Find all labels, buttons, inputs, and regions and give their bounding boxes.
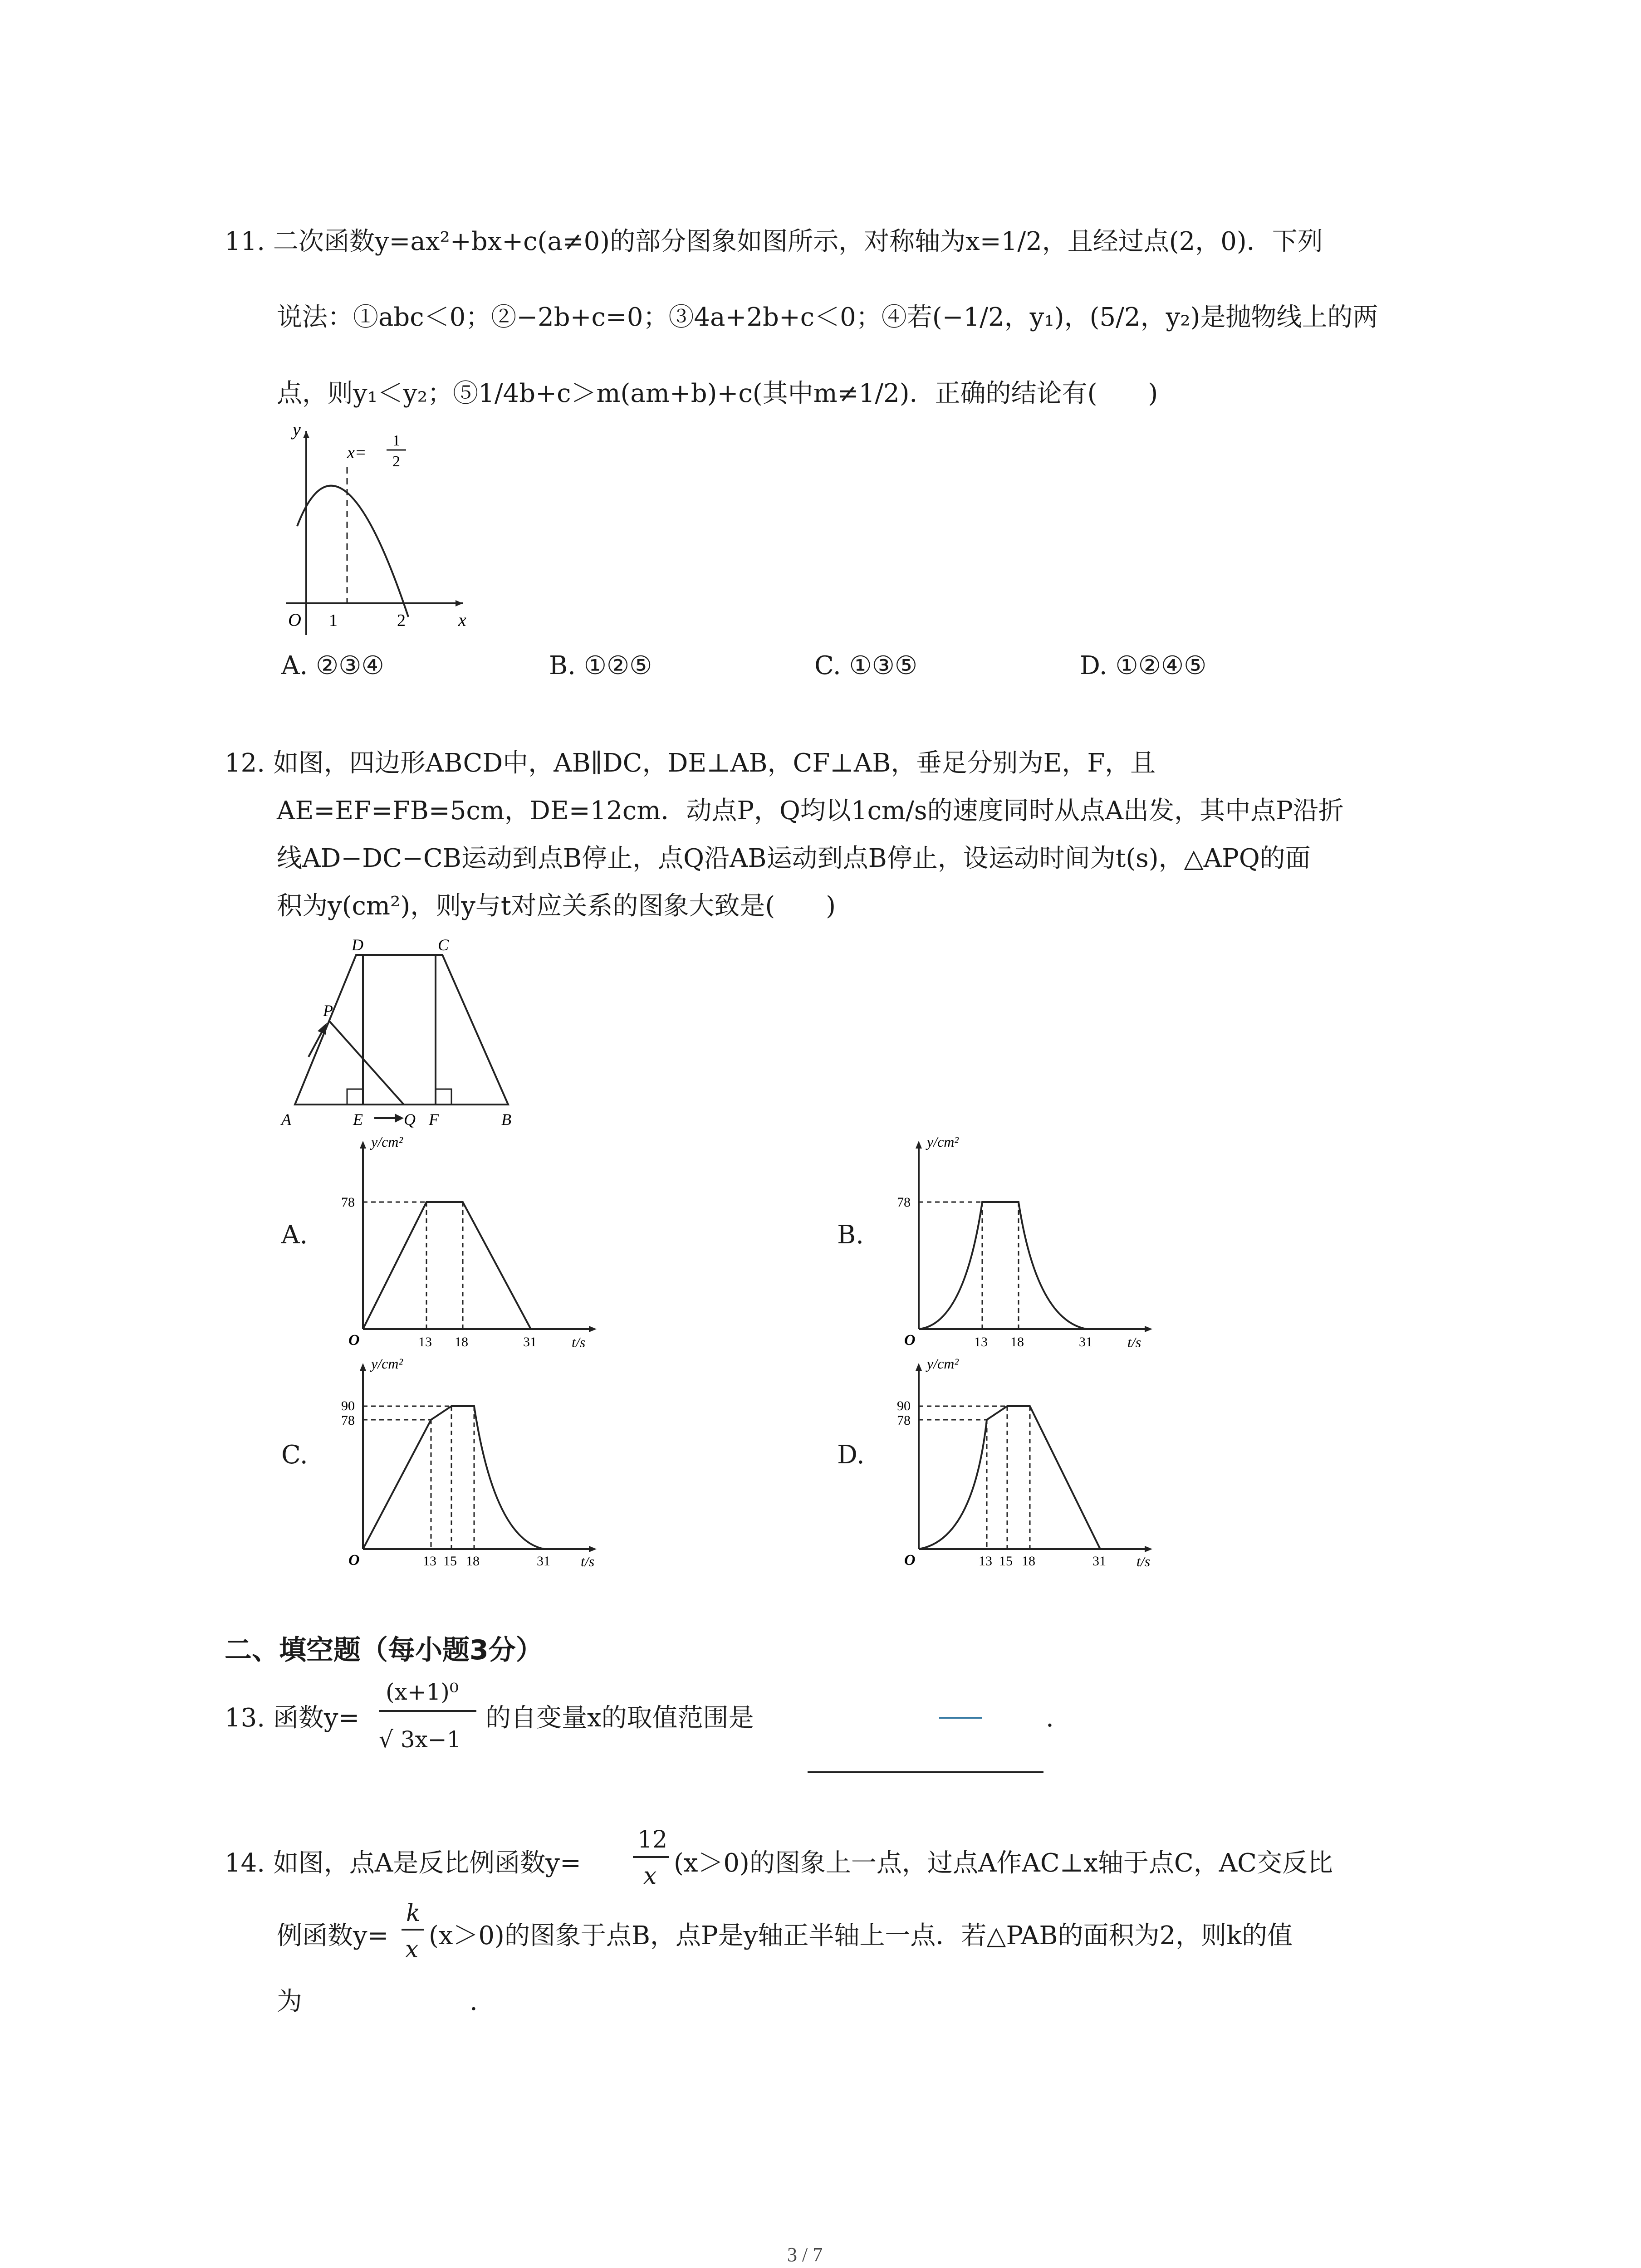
graph-d-t-arrow-icon — [1145, 1546, 1152, 1552]
graph-c-x-tick-18: 18 — [466, 1554, 480, 1567]
page-number: 3 / 7 — [787, 2244, 823, 2266]
q11-x-arrow-icon — [456, 600, 463, 606]
q11-y-arrow-icon — [303, 431, 309, 438]
q13-denominator: √ 3x−1 — [379, 1726, 461, 1753]
q12-line1: 12. 如图，四边形ABCD中，AB∥DC，DE⊥AB，CF⊥AB，垂足分别为E，F，且 — [225, 748, 1156, 778]
q12-trapezoid-shape — [295, 955, 508, 1105]
q14-line1-num: 12 — [637, 1826, 668, 1853]
q11-y-label: y — [293, 422, 301, 440]
graph-d-y-unit: y/cm² — [927, 1355, 959, 1372]
q14-line1-den: x — [643, 1862, 657, 1890]
graph-b-y-arrow-icon — [916, 1141, 922, 1149]
q11-origin-label: O — [288, 610, 301, 630]
graph-c-y-tick-90: 90 — [341, 1398, 355, 1413]
q14-line1-a: 14. 如图，点A是反比例函数y= — [225, 1848, 581, 1878]
q14-line2-den: x — [405, 1936, 419, 1963]
graph-b-t-arrow-icon — [1145, 1326, 1152, 1332]
q12-label-p: P — [323, 1002, 333, 1020]
q12-option-d[interactable]: D. — [837, 1440, 865, 1470]
q12-label-b: B — [501, 1110, 511, 1129]
q11-line1: 11. 二次函数y=ax²+bx+c(a≠0)的部分图象如图所示，对称轴为x=1/2，且经过点(2，0)．下列 — [225, 227, 1323, 256]
graph-c-x-tick-15: 15 — [443, 1554, 457, 1567]
graph-c-origin: O — [348, 1552, 360, 1567]
q11-option-c[interactable]: C. ①③⑤ — [814, 651, 918, 680]
graph-a-origin: O — [348, 1332, 360, 1347]
graph-d-y-arrow-icon — [916, 1363, 922, 1371]
q13-prefix: 13. 函数y= — [225, 1703, 360, 1733]
q11-parabola-figure — [268, 422, 481, 640]
q11-axis-label: x= — [347, 443, 367, 462]
graph-b-curve — [919, 1202, 1087, 1329]
graph-b-t-unit: t/s — [1127, 1334, 1141, 1347]
q12-right-angle-e — [347, 1089, 363, 1105]
q13-suffix: 的自变量x的取值范围是 — [485, 1703, 754, 1733]
q12-line3: 线AD−DC−CB运动到点B停止，点Q沿AB运动到点B停止，设运动时间为t(s)，△APQ的面 — [277, 844, 1311, 873]
q12-arrow-p-icon — [318, 1023, 327, 1035]
q12-option-c[interactable]: C. — [281, 1440, 308, 1470]
q12-label-d: D — [352, 937, 363, 954]
q11-x-label: x — [458, 610, 466, 630]
q12-option-a[interactable]: A. — [281, 1220, 308, 1250]
graph-a-t-unit: t/s — [572, 1334, 586, 1347]
q14-line2-a: 例函数y= — [277, 1921, 389, 1950]
q14-line2-fraction-bar — [402, 1929, 424, 1931]
q12-graph-b — [887, 1129, 1159, 1347]
section-2-title: 二、填空题（每小题3分） — [225, 1634, 543, 1666]
graph-d-x-tick-15: 15 — [999, 1554, 1013, 1567]
graph-a-t-arrow-icon — [589, 1326, 597, 1332]
graph-b-y-tick-78: 78 — [897, 1195, 911, 1210]
q12-label-q: Q — [404, 1110, 416, 1129]
graph-b-x-tick-31: 31 — [1079, 1334, 1092, 1347]
q12-arrow-q-icon — [395, 1114, 404, 1123]
graph-c-x-tick-13: 13 — [423, 1554, 436, 1567]
q12-graph-c — [331, 1354, 603, 1567]
q14-line1-b: (x＞0)的图象上一点，过点A作AC⊥x轴于点C，AC交反比 — [674, 1848, 1333, 1878]
q12-graph-d — [887, 1354, 1159, 1567]
q13-period: . — [1046, 1703, 1054, 1733]
q11-tick-1: 1 — [329, 611, 338, 630]
q11-line2: 说法：①abc＜0；②−2b+c=0；③4a+2b+c＜0；④若(−1/2，y₁)，(5/2，y₂)是抛物线上的两 — [277, 303, 1378, 332]
graph-c-t-arrow-icon — [589, 1546, 597, 1552]
graph-b-y-unit: y/cm² — [927, 1134, 959, 1150]
q12-line4: 积为y(cm²)，则y与t对应关系的图象大致是( ) — [277, 891, 836, 921]
graph-d-x-tick-18: 18 — [1022, 1554, 1035, 1567]
graph-c-y-unit: y/cm² — [371, 1355, 403, 1372]
graph-c-curve — [363, 1406, 544, 1549]
q12-label-a: A — [281, 1110, 291, 1129]
graph-d-x-tick-13: 13 — [979, 1554, 992, 1567]
q13-fraction-bar — [379, 1710, 476, 1712]
q12-label-f: F — [429, 1110, 439, 1129]
q13-cursor-mark — [939, 1717, 982, 1719]
q13-numerator: (x+1)⁰ — [386, 1679, 459, 1705]
graph-b-origin: O — [904, 1332, 916, 1347]
q11-line3: 点，则y₁＜y₂；⑤1/4b+c＞m(am+b)+c(其中m≠1/2)．正确的结论有( ) — [277, 379, 1158, 408]
q11-axis-num: 1 — [392, 432, 400, 449]
graph-d-origin: O — [904, 1552, 916, 1567]
graph-d-t-unit: t/s — [1136, 1553, 1151, 1567]
graph-c-y-arrow-icon — [360, 1363, 366, 1371]
q11-axis-den: 2 — [392, 453, 400, 470]
q12-graph-a — [331, 1129, 603, 1347]
q12-right-angle-f — [436, 1089, 451, 1105]
q12-option-b[interactable]: B. — [837, 1220, 864, 1250]
q12-trapezoid-figure — [272, 937, 535, 1136]
graph-a-y-arrow-icon — [360, 1141, 366, 1149]
graph-a-x-tick-31: 31 — [523, 1334, 537, 1347]
graph-d-y-tick-90: 90 — [897, 1398, 911, 1413]
q14-period: . — [470, 1987, 478, 2016]
graph-a-y-unit: y/cm² — [371, 1134, 403, 1150]
q12-label-c: C — [438, 937, 449, 954]
q14-line2-b: (x＞0)的图象于点B，点P是y轴正半轴上一点．若△PAB的面积为2，则k的值 — [429, 1921, 1293, 1950]
q11-tick-2: 2 — [397, 611, 406, 630]
graph-a-x-tick-18: 18 — [455, 1334, 468, 1347]
graph-d-y-tick-78: 78 — [897, 1413, 911, 1428]
q14-line1-fraction-bar — [633, 1856, 669, 1858]
graph-b-x-tick-18: 18 — [1010, 1334, 1024, 1347]
q11-option-b[interactable]: B. ①②⑤ — [549, 651, 652, 680]
graph-a-x-tick-13: 13 — [418, 1334, 432, 1347]
graph-d-x-tick-31: 31 — [1092, 1554, 1106, 1567]
q11-option-d[interactable]: D. ①②④⑤ — [1080, 651, 1207, 680]
graph-b-x-tick-13: 13 — [974, 1334, 988, 1347]
q11-parabola-curve — [297, 486, 408, 617]
graph-c-t-unit: t/s — [581, 1553, 595, 1567]
graph-c-y-tick-78: 78 — [341, 1413, 355, 1428]
graph-a-curve — [363, 1202, 531, 1329]
q12-segment-pq — [329, 1021, 404, 1105]
q13-answer-blank[interactable] — [808, 1771, 1043, 1773]
q14-line2-num: k — [406, 1900, 421, 1927]
graph-a-y-tick-78: 78 — [341, 1195, 355, 1210]
q12-line2: AE=EF=FB=5cm，DE=12cm．动点P，Q均以1cm/s的速度同时从点A出发，其中点P沿折 — [277, 796, 1344, 826]
graph-c-x-tick-31: 31 — [537, 1554, 550, 1567]
q14-line3: 为 — [277, 1987, 302, 2016]
q11-option-a[interactable]: A. ②③④ — [281, 651, 384, 680]
q12-label-e: E — [353, 1110, 363, 1129]
graph-d-curve — [919, 1406, 1100, 1549]
